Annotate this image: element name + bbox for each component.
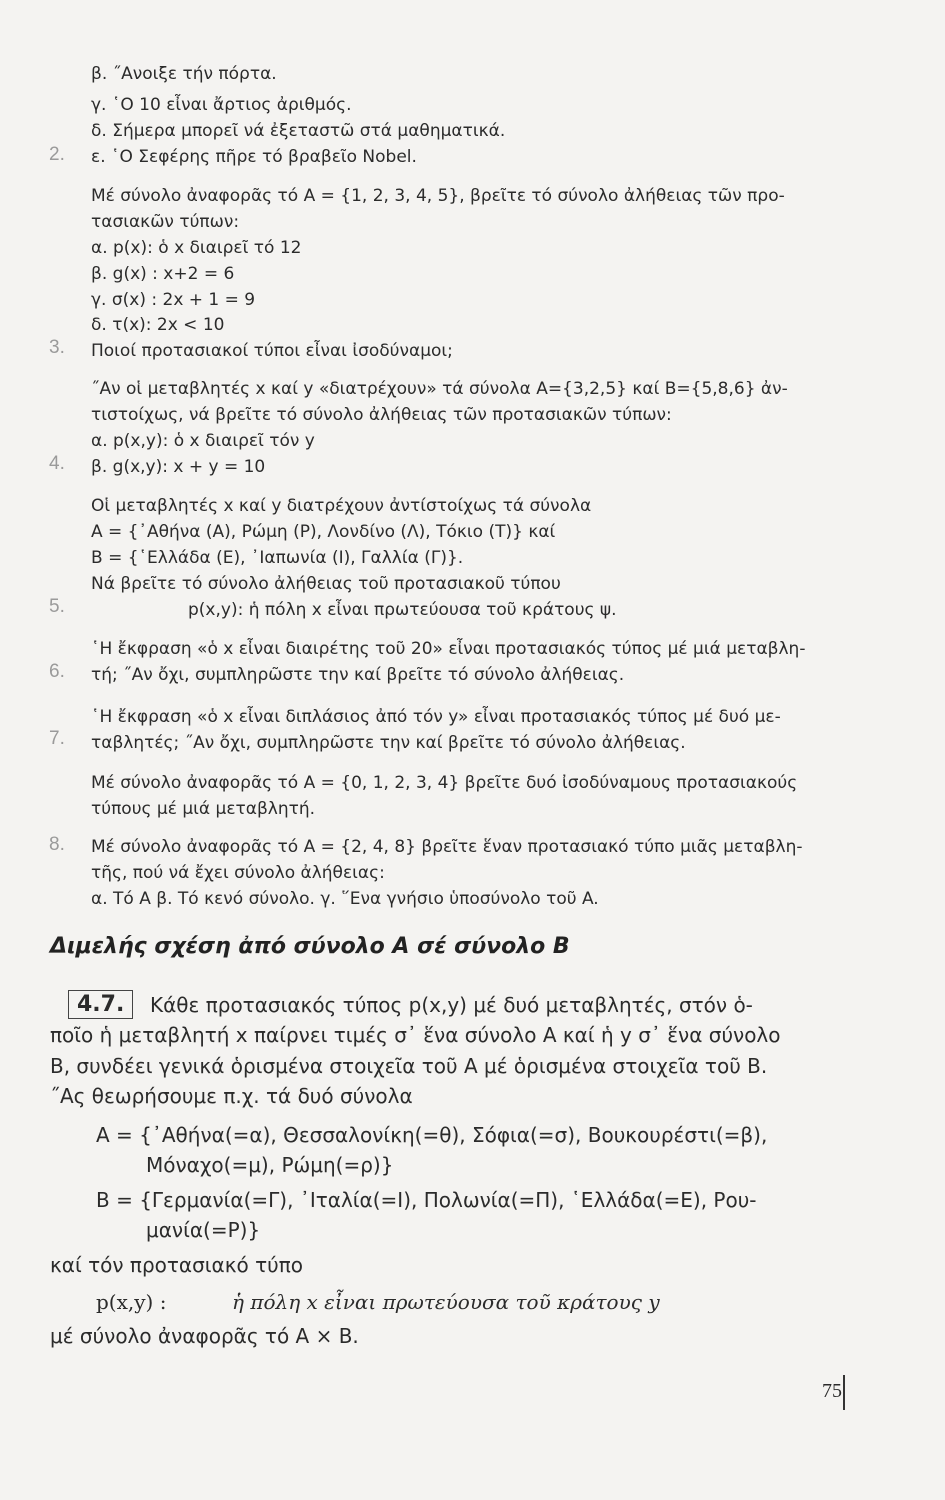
exercise-1-item-d: δ. Σήμερα μπορεῖ νά ἐξεταστῶ στά μαθηματικά. <box>91 121 506 141</box>
section-number-box: 4.7. <box>68 990 133 1019</box>
body-line-6: μέ σύνολο ἀναφορᾶς τό A × B. <box>50 1324 359 1348</box>
exercise-2-item-a: α. p(x): ὁ x διαιρεῖ τό 12 <box>91 238 302 258</box>
exercise-number-6: 6. <box>49 661 65 682</box>
body-line-5: καί τόν προτασιακό τύπο <box>50 1253 303 1277</box>
exercise-2-item-c: γ. σ(x) : 2x + 1 = 9 <box>91 290 256 310</box>
exercise-8-text-line-2: τῆς, πού νά ἔχει σύνολο ἀλήθειας: <box>91 863 385 883</box>
body-line-1: Κάθε προτασιακός τύπος p(x,y) μέ δυό μεταβλητές, στόν ὁ- <box>150 993 753 1017</box>
exercise-6-text-line-2: ταβλητές; ˝Αν ὄχι, συμπληρῶστε την καί βρεῖτε τό σύνολο ἀλήθειας. <box>91 733 686 753</box>
exercise-8-text-line-1: Μέ σύνολο ἀναφορᾶς τό A = {2, 4, 8} βρεῖτε ἕναν προτασιακό τύπο μιᾶς μεταβλη- <box>91 837 803 857</box>
exercise-4-set-a: A = {᾿Αθήνα (A), Ρώμη (P), Λονδίνο (Λ), Τόκιο (T)} καί <box>91 522 556 542</box>
exercise-1-item-b: β. ˝Ανοιξε τήν πόρτα. <box>91 64 277 84</box>
exercise-number-7: 7. <box>49 728 65 749</box>
body-line-3: B, συνδέει γενικά ὁρισμένα στοιχεῖα τοῦ A μέ ὁρισμένα στοιχεῖα τοῦ B. <box>50 1054 768 1078</box>
exercise-2-item-b: β. g(x) : x+2 = 6 <box>91 264 235 284</box>
exercise-number-8: 8. <box>49 834 65 855</box>
exercise-number-5: 5. <box>49 596 65 617</box>
exercise-2-text-line-2: τασιακῶν τύπων: <box>91 212 240 232</box>
exercise-4-set-b: B = {῾Ελλάδα (E), ᾿Ιαπωνία (I), Γαλλία (Γ)}. <box>91 548 464 568</box>
formula-definition: ἡ πόλη x εἶναι πρωτεύουσα τοῦ κράτους y <box>232 1290 660 1314</box>
exercise-6-text-line-1: ῾Η ἔκφραση «ὁ x εἶναι διπλάσιος ἀπό τόν y» εἶναι προτασιακός τύπος μέ δυό με- <box>91 707 781 727</box>
exercise-4-text-line-4: Νά βρεῖτε τό σύνολο ἀλήθειας τοῦ προτασιακοῦ τύπου <box>91 574 561 594</box>
exercise-2-text-line-1: Μέ σύνολο ἀναφορᾶς τό A = {1, 2, 3, 4, 5}, βρεῖτε τό σύνολο ἀλήθειας τῶν προ- <box>91 186 785 206</box>
page-number: 75 <box>822 1380 842 1402</box>
exercise-3-item-b: β. g(x,y): x + y = 10 <box>91 457 266 477</box>
body-line-4: ˝Ας θεωρήσουμε π.χ. τά δυό σύνολα <box>50 1084 413 1108</box>
exercise-number-4: 4. <box>49 453 65 474</box>
set-b-line-2: μανία(=P)} <box>146 1218 261 1242</box>
exercise-5-text-line-2: τή; ˝Αν ὄχι, συμπληρῶστε την καί βρεῖτε τό σύνολο ἀλήθειας. <box>91 665 625 685</box>
exercise-3-item-a: α. p(x,y): ὁ x διαιρεῖ τόν y <box>91 431 315 451</box>
exercise-number-3: 3. <box>49 337 65 358</box>
section-heading: Διμελής σχέση ἀπό σύνολο A σέ σύνολο B <box>50 934 570 959</box>
exercise-2-item-d: δ. τ(x): 2x < 10 <box>91 315 225 335</box>
set-b-line-1: B = {Γερμανία(=Γ), ᾿Ιταλία(=I), Πολωνία(=Π), ῾Ελλάδα(=E), Ρου- <box>96 1188 757 1212</box>
page-number-rule <box>843 1375 845 1410</box>
exercise-8-options: α. Τό A β. Τό κενό σύνολο. γ. ῞Ενα γνήσιο ὑποσύνολο τοῦ A. <box>91 889 599 909</box>
exercise-5-text-line-1: ῾Η ἔκφραση «ὁ x εἶναι διαιρέτης τοῦ 20» εἶναι προτασιακός τύπος μέ μιά μεταβλη- <box>91 639 806 659</box>
exercise-1-item-c: γ. ῾Ο 10 εἶναι ἄρτιος ἀριθμός. <box>91 95 352 115</box>
exercise-3-text-line-2: τιστοίχως, νά βρεῖτε τό σύνολο ἀλήθειας τῶν προτασιακῶν τύπων: <box>91 405 672 425</box>
exercise-4-text-line-1: Οἱ μεταβλητές x καί y διατρέχουν ἀντίστοίχως τά σύνολα <box>91 496 592 516</box>
set-a-line-1: A = {᾿Αθήνα(=α), Θεσσαλονίκη(=θ), Σόφια(=σ), Βουκουρέστι(=β), <box>96 1123 768 1147</box>
formula-label: p(x,y) : <box>96 1290 167 1314</box>
exercise-7-text-line-1: Μέ σύνολο ἀναφορᾶς τό A = {0, 1, 2, 3, 4} βρεῖτε δυό ἰσοδύναμους προτασιακούς <box>91 773 798 793</box>
exercise-number-2: 2. <box>49 144 65 165</box>
body-line-2: ποῖο ἡ μεταβλητή x παίρνει τιμές σ᾿ ἕνα σύνολο A καί ἡ y σ᾿ ἕνα σύνολο <box>50 1023 781 1047</box>
exercise-4-formula: p(x,y): ἡ πόλη x εἶναι πρωτεύουσα τοῦ κράτους ψ. <box>188 600 617 620</box>
exercise-7-text-line-2: τύπους μέ μιά μεταβλητή. <box>91 799 316 819</box>
set-a-line-2: Μόναχο(=μ), Ρώμη(=ρ)} <box>146 1153 394 1177</box>
exercise-1-item-e: ε. ῾Ο Σεφέρης πῆρε τό βραβεῖο Nobel. <box>91 147 417 167</box>
exercise-3-text-line-1: ˝Αν οἱ μεταβλητές x καί y «διατρέχουν» τά σύνολα A={3,2,5} καί B={5,8,6} ἀν- <box>91 379 788 399</box>
exercise-2-question: Ποιοί προτασιακοί τύποι εἶναι ἰσοδύναμοι; <box>91 341 453 361</box>
